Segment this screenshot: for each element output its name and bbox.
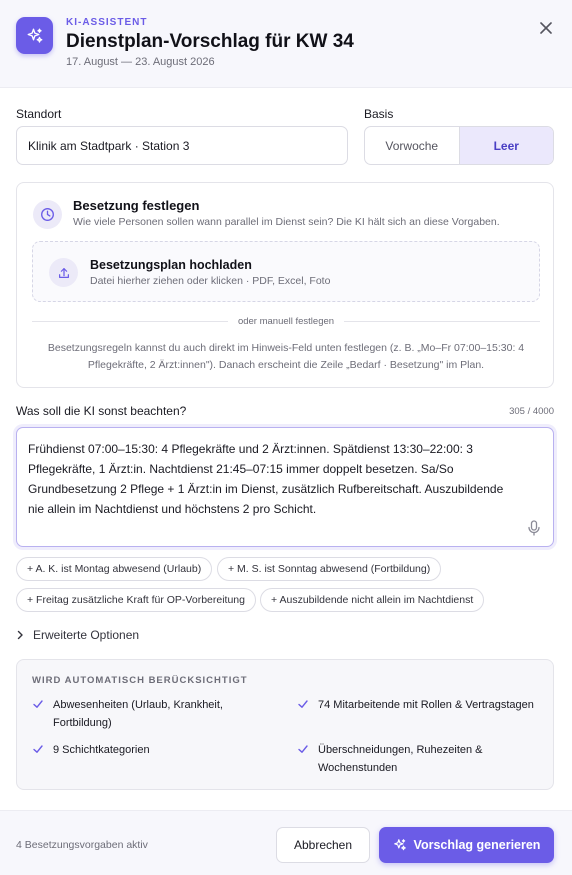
auto-item	[33, 741, 273, 759]
auto-considered-panel	[16, 659, 554, 790]
auto-item	[33, 696, 273, 732]
upload-description: Datei hierher ziehen oder klicken · PDF, Excel, Foto	[90, 275, 331, 287]
date-range: 17. August — 23. August 2026	[66, 56, 215, 68]
auto-item-label: 9 Schichtkategorien	[53, 744, 150, 756]
chevron-right-icon	[16, 630, 24, 640]
staffing-upload-dropzone[interactable]	[32, 241, 540, 302]
character-counter: 305 / 4000	[509, 406, 554, 417]
hints-label: Was soll die KI sonst beachten?	[16, 404, 187, 418]
sparkle-icon	[16, 17, 53, 54]
check-icon	[33, 744, 43, 754]
active-rules-status: 4 Besetzungsvorgaben aktiv	[16, 839, 148, 851]
suggestion-chip[interactable]: + M. S. ist Sonntag abwesend (Fortbildung)	[217, 557, 441, 581]
page-title: Dienstplan-Vorschlag für KW 34	[66, 31, 354, 52]
check-icon	[298, 744, 308, 754]
generate-suggestion-button[interactable]	[379, 827, 554, 863]
check-icon	[33, 699, 43, 709]
or-divider	[32, 314, 540, 328]
dialog-footer	[0, 810, 572, 875]
eyebrow-label: KI-ASSISTENT	[66, 17, 148, 28]
generate-button-label: Vorschlag generieren	[413, 838, 541, 852]
auto-item	[298, 696, 543, 714]
location-value: Klinik am Stadtpark · Station 3	[28, 138, 190, 153]
location-label: Standort	[16, 107, 62, 121]
auto-item-label: Überschneidungen, Ruhezeiten & Wochenstunden	[318, 744, 483, 774]
hints-textarea[interactable]	[16, 427, 554, 547]
check-icon	[298, 699, 308, 709]
microphone-icon[interactable]	[527, 520, 541, 536]
basis-option-empty[interactable]: Leer	[459, 127, 554, 164]
suggestion-chip[interactable]: + Freitag zusätzliche Kraft für OP-Vorbereitung	[16, 588, 256, 612]
cancel-button[interactable]: Abbrechen	[276, 827, 370, 863]
auto-item-label: Abwesenheiten (Urlaub, Krankheit, Fortbildung)	[53, 699, 223, 729]
close-button[interactable]	[535, 17, 557, 39]
basis-option-previous-week[interactable]: Vorwoche	[385, 138, 439, 153]
staffing-title: Besetzung festlegen	[73, 198, 200, 213]
hints-text: Frühdienst 07:00–15:30: 4 Pflegekräfte und 2 Ärzt:innen. Spätdienst 13:30–22:00: 3 Pflegekräfte, 1 Ärzt:in. Nachtdienst 21:45–07:15 immer doppelt besetzen. Sa/So Grundbesetzung 2 Pflege + 1 Ärzt:in im Dienst, zusätzlich Rufbereitschaft. Auszubildende nie allein im Nachtdienst und höchstens 2 pro Schicht.	[28, 442, 504, 516]
divider-line	[32, 321, 228, 322]
divider-line	[344, 321, 540, 322]
auto-item-label: 74 Mitarbeitende mit Rollen & Vertragstagen	[318, 699, 534, 711]
staffing-description: Wie viele Personen sollen wann parallel im Dienst sein? Die KI hält sich an diese Vorgaben.	[73, 216, 500, 228]
clock-icon	[33, 200, 62, 229]
auto-item	[298, 741, 503, 777]
suggestion-chip[interactable]: + A. K. ist Montag abwesend (Urlaub)	[16, 557, 212, 581]
divider-text: oder manuell festlegen	[237, 315, 335, 327]
sparkle-icon	[393, 838, 407, 852]
close-icon	[540, 22, 552, 34]
advanced-options-label: Erweiterte Optionen	[33, 628, 140, 642]
staffing-note: Besetzungsregeln kannst du auch direkt im Hinweis-Feld unten festlegen (z. B. „Mo–Fr 07:00–15:30: 4 Pflegekräfte, 2 Ärzt:innen"). Danach erscheint die Zeile „Bedarf · Besetzung" im Plan.	[47, 342, 525, 371]
basis-label: Basis	[364, 107, 394, 121]
location-select[interactable]	[16, 126, 348, 165]
basis-toggle	[364, 126, 554, 165]
advanced-options-toggle[interactable]	[16, 627, 139, 643]
upload-title: Besetzungsplan hochladen	[90, 258, 252, 272]
suggestion-chip[interactable]: + Auszubildende nicht allein im Nachtdienst	[260, 588, 484, 612]
upload-icon	[49, 258, 78, 287]
auto-considered-title: WIRD AUTOMATISCH BERÜCKSICHTIGT	[32, 675, 248, 686]
staffing-card	[16, 182, 554, 388]
dialog-header	[0, 0, 572, 88]
